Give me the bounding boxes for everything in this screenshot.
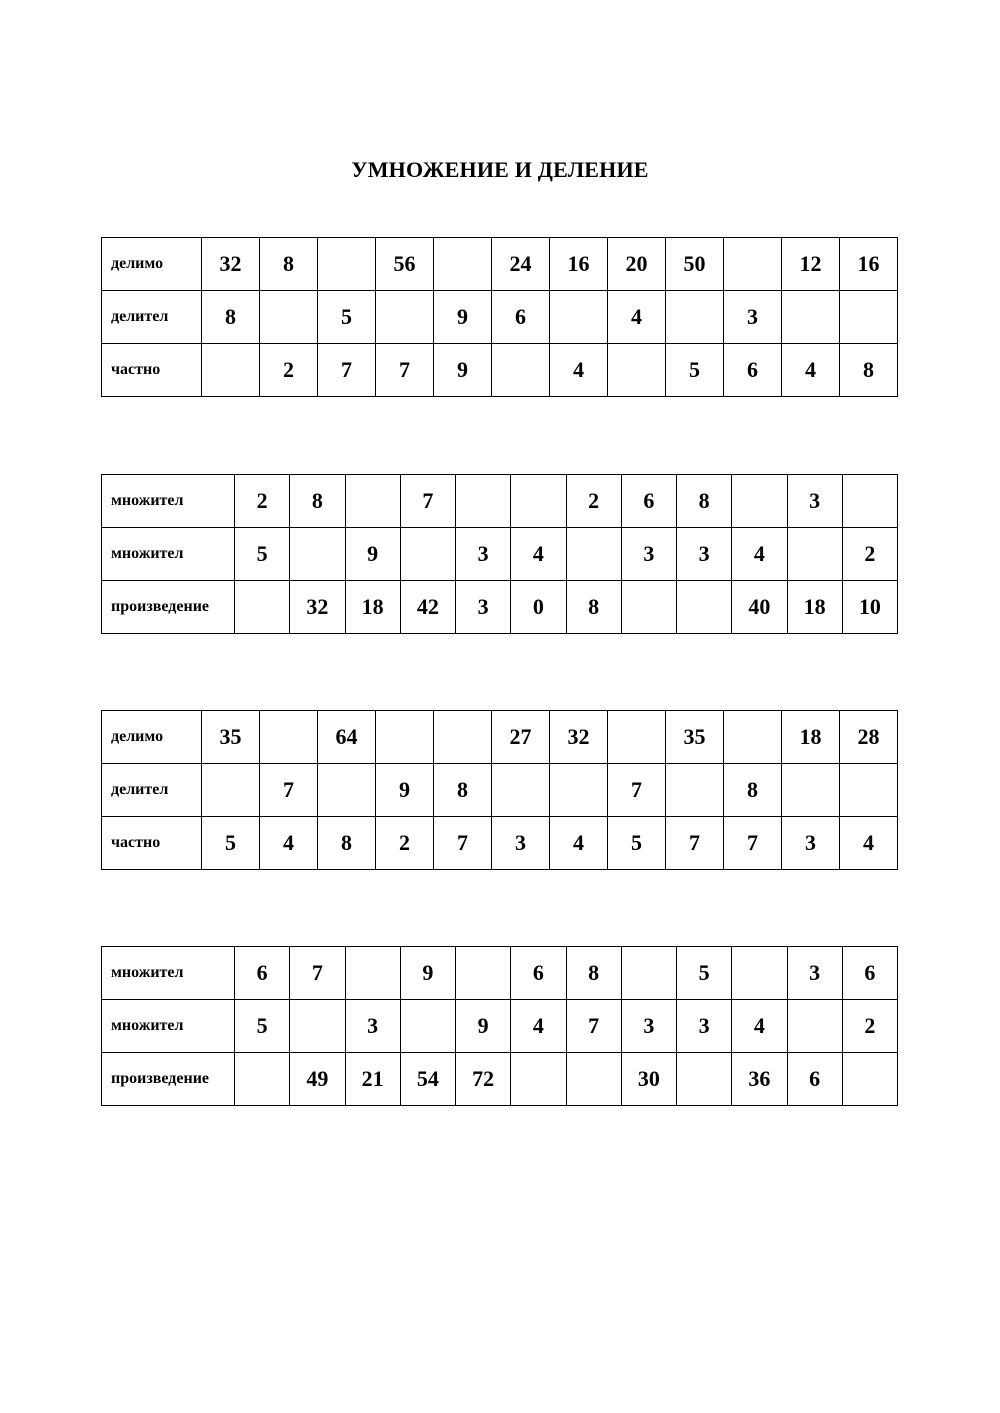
value-cell: 9 xyxy=(400,947,455,1000)
value-cell: 9 xyxy=(345,528,400,581)
page-title: УМНОЖЕНИЕ И ДЕЛЕНИЕ xyxy=(351,157,649,182)
answer-blank-cell[interactable] xyxy=(621,947,676,1000)
answer-blank-cell[interactable] xyxy=(666,764,724,817)
value-cell: 50 xyxy=(666,238,724,291)
value-cell: 6 xyxy=(235,947,290,1000)
answer-blank-cell[interactable] xyxy=(621,581,676,634)
multiplication-table-1 xyxy=(101,474,898,634)
value-cell: 0 xyxy=(511,581,566,634)
answer-blank-cell[interactable] xyxy=(492,764,550,817)
value-cell: 8 xyxy=(434,764,492,817)
row-label: множител xyxy=(102,475,235,528)
answer-blank-cell[interactable] xyxy=(345,475,400,528)
value-cell: 9 xyxy=(434,344,492,397)
value-cell: 56 xyxy=(376,238,434,291)
value-cell: 30 xyxy=(621,1053,676,1106)
value-cell: 32 xyxy=(290,581,345,634)
value-cell: 4 xyxy=(550,817,608,870)
answer-blank-cell[interactable] xyxy=(434,711,492,764)
value-cell: 5 xyxy=(235,528,290,581)
value-cell: 18 xyxy=(345,581,400,634)
answer-blank-cell[interactable] xyxy=(677,1053,732,1106)
value-cell: 40 xyxy=(732,581,787,634)
value-cell: 32 xyxy=(550,711,608,764)
value-cell: 6 xyxy=(621,475,676,528)
value-cell: 21 xyxy=(345,1053,400,1106)
row-label: множител xyxy=(102,1000,235,1053)
row-label: делимо xyxy=(102,711,202,764)
answer-blank-cell[interactable] xyxy=(260,291,318,344)
value-cell: 8 xyxy=(202,291,260,344)
value-cell: 7 xyxy=(260,764,318,817)
table-row xyxy=(102,1053,898,1106)
answer-blank-cell[interactable] xyxy=(666,291,724,344)
answer-blank-cell[interactable] xyxy=(677,581,732,634)
value-cell: 3 xyxy=(456,528,511,581)
value-cell: 5 xyxy=(202,817,260,870)
value-cell: 6 xyxy=(842,947,897,1000)
row-label: произведение xyxy=(102,581,235,634)
table-row xyxy=(102,817,898,870)
answer-blank-cell[interactable] xyxy=(608,711,666,764)
answer-blank-cell[interactable] xyxy=(492,344,550,397)
answer-blank-cell[interactable] xyxy=(608,344,666,397)
row-label: множител xyxy=(102,947,235,1000)
value-cell: 7 xyxy=(290,947,345,1000)
value-cell: 5 xyxy=(235,1000,290,1053)
value-cell: 3 xyxy=(782,817,840,870)
value-cell: 54 xyxy=(400,1053,455,1106)
value-cell: 4 xyxy=(732,1000,787,1053)
value-cell: 2 xyxy=(235,475,290,528)
value-cell: 4 xyxy=(732,528,787,581)
answer-blank-cell[interactable] xyxy=(511,1053,566,1106)
value-cell: 2 xyxy=(842,528,897,581)
multiplication-table-2 xyxy=(101,946,898,1106)
answer-blank-cell[interactable] xyxy=(782,764,840,817)
value-cell: 3 xyxy=(345,1000,400,1053)
value-cell: 7 xyxy=(318,344,376,397)
answer-blank-cell[interactable] xyxy=(434,238,492,291)
table-row xyxy=(102,475,898,528)
answer-blank-cell[interactable] xyxy=(456,475,511,528)
value-cell: 2 xyxy=(260,344,318,397)
answer-blank-cell[interactable] xyxy=(318,238,376,291)
answer-blank-cell[interactable] xyxy=(400,528,455,581)
answer-blank-cell[interactable] xyxy=(235,581,290,634)
value-cell: 27 xyxy=(492,711,550,764)
value-cell: 8 xyxy=(724,764,782,817)
value-cell: 7 xyxy=(376,344,434,397)
row-label: делител xyxy=(102,764,202,817)
table-row xyxy=(102,1000,898,1053)
division-table-1 xyxy=(101,237,898,397)
value-cell: 28 xyxy=(840,711,898,764)
table-row xyxy=(102,344,898,397)
value-cell: 2 xyxy=(376,817,434,870)
answer-blank-cell[interactable] xyxy=(260,711,318,764)
answer-blank-cell[interactable] xyxy=(550,764,608,817)
value-cell: 5 xyxy=(318,291,376,344)
value-cell: 16 xyxy=(550,238,608,291)
answer-blank-cell[interactable] xyxy=(842,1053,897,1106)
value-cell: 35 xyxy=(666,711,724,764)
value-cell: 9 xyxy=(376,764,434,817)
answer-blank-cell[interactable] xyxy=(840,764,898,817)
value-cell: 4 xyxy=(840,817,898,870)
table-row xyxy=(102,291,898,344)
answer-blank-cell[interactable] xyxy=(787,1000,842,1053)
answer-blank-cell[interactable] xyxy=(400,1000,455,1053)
answer-blank-cell[interactable] xyxy=(782,291,840,344)
table-row xyxy=(102,947,898,1000)
table-row xyxy=(102,764,898,817)
value-cell: 6 xyxy=(511,947,566,1000)
value-cell: 36 xyxy=(732,1053,787,1106)
value-cell: 3 xyxy=(787,947,842,1000)
value-cell: 5 xyxy=(666,344,724,397)
answer-blank-cell[interactable] xyxy=(290,1000,345,1053)
answer-blank-cell[interactable] xyxy=(376,291,434,344)
value-cell: 7 xyxy=(608,764,666,817)
answer-blank-cell[interactable] xyxy=(456,947,511,1000)
value-cell: 24 xyxy=(492,238,550,291)
value-cell: 7 xyxy=(666,817,724,870)
value-cell: 3 xyxy=(724,291,782,344)
value-cell: 16 xyxy=(840,238,898,291)
value-cell: 2 xyxy=(842,1000,897,1053)
value-cell: 4 xyxy=(550,344,608,397)
value-cell: 3 xyxy=(621,528,676,581)
answer-blank-cell[interactable] xyxy=(550,291,608,344)
value-cell: 9 xyxy=(434,291,492,344)
value-cell: 4 xyxy=(511,528,566,581)
table-row xyxy=(102,528,898,581)
value-cell: 3 xyxy=(787,475,842,528)
answer-blank-cell[interactable] xyxy=(290,528,345,581)
row-label: произведение xyxy=(102,1053,235,1106)
answer-blank-cell[interactable] xyxy=(732,947,787,1000)
answer-blank-cell[interactable] xyxy=(724,238,782,291)
value-cell: 4 xyxy=(511,1000,566,1053)
value-cell: 32 xyxy=(202,238,260,291)
value-cell: 12 xyxy=(782,238,840,291)
value-cell: 8 xyxy=(677,475,732,528)
value-cell: 8 xyxy=(290,475,345,528)
value-cell: 6 xyxy=(724,344,782,397)
value-cell: 4 xyxy=(782,344,840,397)
answer-blank-cell[interactable] xyxy=(566,1053,621,1106)
value-cell: 8 xyxy=(566,581,621,634)
row-label: множител xyxy=(102,528,235,581)
value-cell: 8 xyxy=(566,947,621,1000)
value-cell: 7 xyxy=(724,817,782,870)
row-label: частно xyxy=(102,817,202,870)
division-table-2 xyxy=(101,710,898,870)
row-label: делител xyxy=(102,291,202,344)
value-cell: 42 xyxy=(400,581,455,634)
answer-blank-cell[interactable] xyxy=(724,711,782,764)
value-cell: 20 xyxy=(608,238,666,291)
value-cell: 3 xyxy=(456,581,511,634)
answer-blank-cell[interactable] xyxy=(202,344,260,397)
value-cell: 18 xyxy=(787,581,842,634)
answer-blank-cell[interactable] xyxy=(511,475,566,528)
value-cell: 3 xyxy=(621,1000,676,1053)
value-cell: 4 xyxy=(260,817,318,870)
table-row xyxy=(102,238,898,291)
answer-blank-cell[interactable] xyxy=(318,764,376,817)
table-row xyxy=(102,711,898,764)
value-cell: 7 xyxy=(434,817,492,870)
value-cell: 2 xyxy=(566,475,621,528)
value-cell: 5 xyxy=(677,947,732,1000)
answer-blank-cell[interactable] xyxy=(566,528,621,581)
value-cell: 7 xyxy=(566,1000,621,1053)
value-cell: 9 xyxy=(456,1000,511,1053)
value-cell: 35 xyxy=(202,711,260,764)
answer-blank-cell[interactable] xyxy=(787,528,842,581)
value-cell: 8 xyxy=(318,817,376,870)
value-cell: 6 xyxy=(492,291,550,344)
answer-blank-cell[interactable] xyxy=(840,291,898,344)
answer-blank-cell[interactable] xyxy=(345,947,400,1000)
value-cell: 64 xyxy=(318,711,376,764)
answer-blank-cell[interactable] xyxy=(376,711,434,764)
value-cell: 8 xyxy=(260,238,318,291)
value-cell: 18 xyxy=(782,711,840,764)
answer-blank-cell[interactable] xyxy=(842,475,897,528)
value-cell: 6 xyxy=(787,1053,842,1106)
value-cell: 3 xyxy=(677,1000,732,1053)
value-cell: 49 xyxy=(290,1053,345,1106)
value-cell: 3 xyxy=(677,528,732,581)
row-label: делимо xyxy=(102,238,202,291)
value-cell: 8 xyxy=(840,344,898,397)
value-cell: 5 xyxy=(608,817,666,870)
row-label: частно xyxy=(102,344,202,397)
value-cell: 3 xyxy=(492,817,550,870)
answer-blank-cell[interactable] xyxy=(202,764,260,817)
answer-blank-cell[interactable] xyxy=(732,475,787,528)
table-row xyxy=(102,581,898,634)
answer-blank-cell[interactable] xyxy=(235,1053,290,1106)
value-cell: 10 xyxy=(842,581,897,634)
value-cell: 4 xyxy=(608,291,666,344)
value-cell: 7 xyxy=(400,475,455,528)
value-cell: 72 xyxy=(456,1053,511,1106)
